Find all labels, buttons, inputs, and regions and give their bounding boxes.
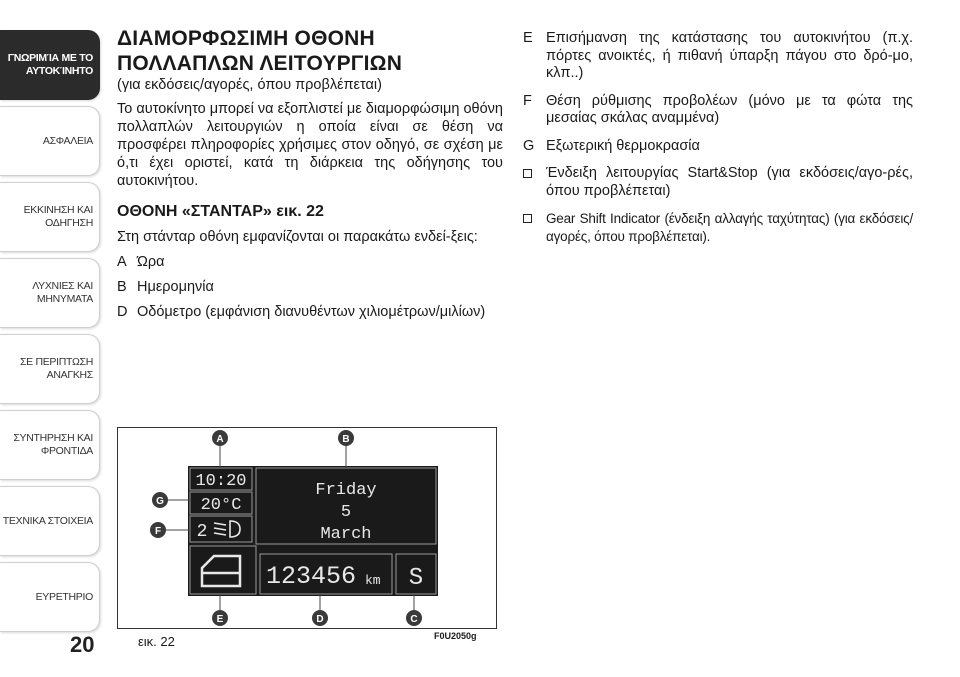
tab-index[interactable]: ΕΥΡΕΤΗΡΙΟ <box>0 562 100 632</box>
list-item: F Θέση ρύθμισης προβολέων (μόνο με τα φώτα της μεσαίας σκάλας αναμμένα) <box>523 92 913 126</box>
page-title-line1: ΔΙΑΜΟΡΦΩΣΙΜΗ ΟΘΟΝΗ <box>117 27 375 50</box>
figure-caption: εικ. 22 <box>138 634 175 649</box>
svg-text:A: A <box>216 434 224 445</box>
day-readout: Friday <box>315 481 377 500</box>
checkbox-bullet-icon <box>523 169 532 178</box>
page-title-line2: ΠΟΛΛΑΠΛΩΝ ΛΕΙΤΟΥΡΓΙΩΝ <box>117 52 403 75</box>
list-item: A Ώρα <box>117 254 165 270</box>
list-item: E Επισήμανση της κατάστασης του αυτοκινήτου (π.χ. πόρτες ανοικτές, ή πιθανή ύπαρξη πάγου στο δρό-μο, κλπ..) <box>523 30 913 81</box>
svg-text:D: D <box>316 614 324 625</box>
display-illustration <box>118 428 496 628</box>
headlight-level-readout: 2 <box>196 522 208 542</box>
callout-a <box>212 430 228 446</box>
temperature-readout: 20°C <box>200 496 242 515</box>
callout-c <box>406 610 422 626</box>
page-number: 20 <box>70 632 95 657</box>
time-readout: 10:20 <box>195 472 247 491</box>
right-column <box>523 30 913 255</box>
svg-text:B: B <box>342 434 350 445</box>
callout-b <box>338 430 354 446</box>
tab-safety[interactable]: ΑΣΦΑΛΕΙΑ <box>0 106 100 176</box>
list-item: G Εξωτερική θερμοκρασία <box>523 137 700 154</box>
tab-starting-driving[interactable]: ΕΚΚΙΝΗΣΗ ΚΑΙ ΟΔΗΓΗΣΗ <box>0 182 100 252</box>
tab-maintenance[interactable]: ΣΥΝΤΗΡΗΣΗ ΚΑΙ ΦΡΟΝΤΙΔΑ <box>0 410 100 480</box>
figure-code: F0U2050g <box>434 631 477 641</box>
callout-e <box>212 610 228 626</box>
date-readout: 5 <box>340 503 352 522</box>
svg-text:E: E <box>216 614 224 625</box>
bullet-item: Ένδειξη λειτουργίας Start&Stop (για εκδόσεις/αγο-ρές, όπου προβλέπεται) <box>523 165 913 200</box>
callout-d <box>312 610 328 626</box>
svg-text:C: C <box>410 614 418 625</box>
svg-text:G: G <box>156 496 164 507</box>
odometer-readout: 123456 <box>266 562 357 591</box>
callout-f <box>150 522 166 538</box>
tab-warning-lights[interactable]: ΛΥΧΝΙΕΣ ΚΑΙ ΜΗΝΥΜΑΤΑ <box>0 258 100 328</box>
month-readout: March <box>320 525 372 544</box>
list-item: B Ημερομηνία <box>117 279 214 295</box>
tab-getting-to-know[interactable]: ΓΝΩΡΙΜΊΑ ΜΕ ΤΟ ΑΥΤΟΚΊΝΗΤΟ <box>0 30 100 100</box>
tab-technical-data[interactable]: ΤΕΧΝΙΚΑ ΣΤΟΙΧΕΙΑ <box>0 486 100 556</box>
page-subtitle: (για εκδόσεις/αγορές, όπου προβλέπεται) <box>117 77 382 93</box>
checkbox-bullet-icon <box>523 214 532 223</box>
start-stop-readout: S <box>408 565 424 592</box>
intro-paragraph: Το αυτοκίνητο μπορεί να εξοπλιστεί με διαμορφώσιμη οθόνη πολλαπλών λειτουργιών η οποία είναι σε θέση να προσφέρει πληροφορίες χρήσιμες στον οδηγό, σε σχέση με ό,τι έχει οριστεί, κατά τη διάρκεια της οδήγησης του αυτοκινήτου. <box>117 101 503 189</box>
left-column <box>117 26 503 321</box>
callout-g <box>152 492 168 508</box>
display-figure <box>117 427 497 629</box>
section-title: ΟΘΟΝΗ «ΣΤΑΝΤΑΡ» εικ. 22 <box>117 203 324 220</box>
tab-emergency[interactable]: ΣΕ ΠΕΡΙΠΤΩΣΗ ΑΝΑΓΚΗΣ <box>0 334 100 404</box>
list-item: D Οδόμετρο (εμφάνιση διανυθέντων χιλιομέτρων/μιλίων) <box>117 304 486 320</box>
odometer-unit: km <box>365 573 381 588</box>
section-intro: Στη στάνταρ οθόνη εμφανίζονται οι παρακάτω ενδεί-ξεις: <box>117 229 478 245</box>
svg-text:F: F <box>154 526 162 537</box>
bullet-item: Gear Shift Indicator (ένδειξη αλλαγής ταχύτητας) (για εκδόσεις/αγορές, όπου προβλέπεται). <box>523 210 913 245</box>
